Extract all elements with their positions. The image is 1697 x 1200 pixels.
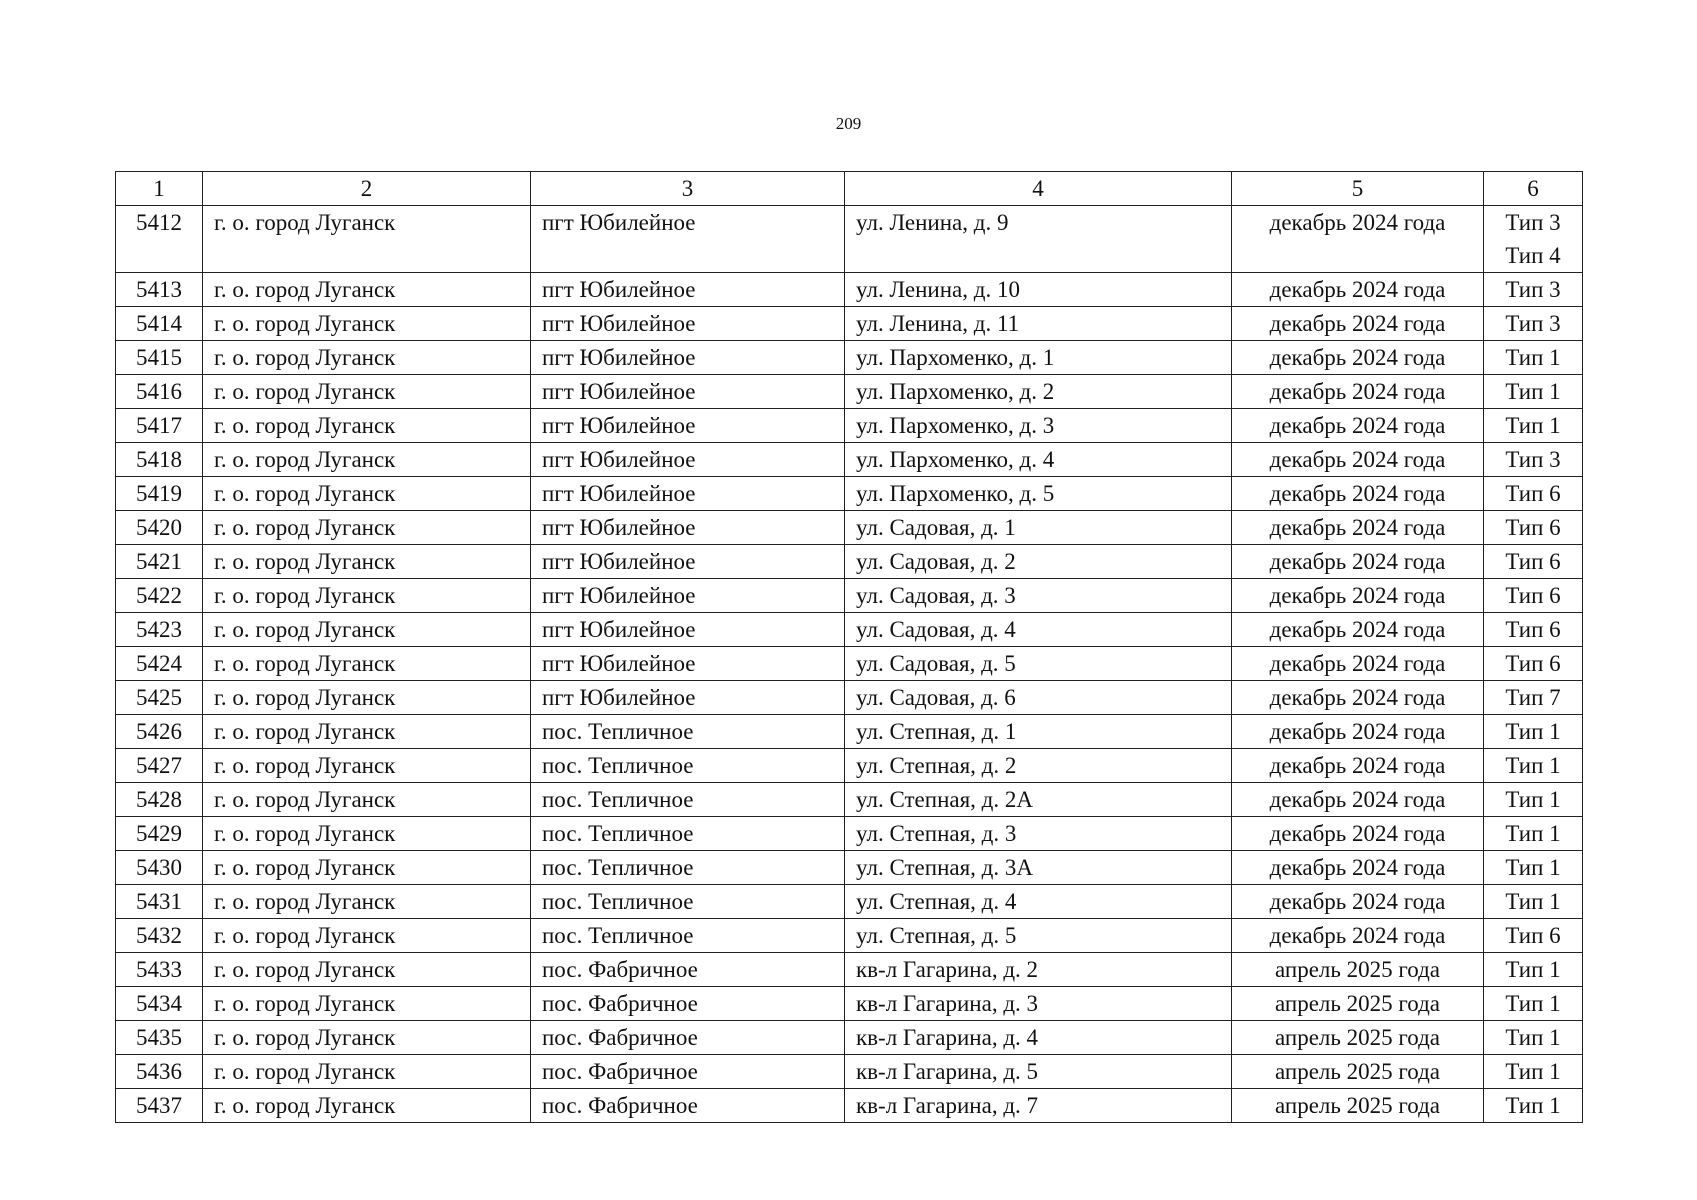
- column-header: 5: [1232, 172, 1484, 206]
- type-cell: [1484, 987, 1583, 1021]
- table-row: [116, 851, 1583, 885]
- address-cell: ул. Садовая, д. 4: [845, 613, 1232, 647]
- type-value: Тип 1: [1505, 1059, 1561, 1084]
- district-cell: г. о. город Луганск: [203, 817, 531, 851]
- address-cell: ул. Садовая, д. 1: [845, 511, 1232, 545]
- district-cell: г. о. город Луганск: [203, 647, 531, 681]
- row-number-cell: 5422: [116, 579, 203, 613]
- address-cell: ул. Ленина, д. 10: [845, 273, 1232, 307]
- row-number-cell: 5431: [116, 885, 203, 919]
- district-cell: г. о. город Луганск: [203, 613, 531, 647]
- type-cell: [1484, 443, 1583, 477]
- address-cell: ул. Степная, д. 3: [845, 817, 1232, 851]
- date-cell: декабрь 2024 года: [1232, 307, 1484, 341]
- type-cell: [1484, 749, 1583, 783]
- address-cell: ул. Садовая, д. 2: [845, 545, 1232, 579]
- type-value: Тип 6: [1505, 515, 1561, 540]
- address-cell: ул. Садовая, д. 5: [845, 647, 1232, 681]
- settlement-cell: пос. Фабричное: [531, 953, 845, 987]
- date-cell: декабрь 2024 года: [1232, 817, 1484, 851]
- table-row: [116, 613, 1583, 647]
- row-number-cell: 5417: [116, 409, 203, 443]
- table-row: [116, 953, 1583, 987]
- date-cell: апрель 2025 года: [1232, 953, 1484, 987]
- date-cell: декабрь 2024 года: [1232, 409, 1484, 443]
- settlement-cell: пгт Юбилейное: [531, 545, 845, 579]
- type-value: Тип 6: [1505, 617, 1561, 642]
- address-cell: ул. Степная, д. 2А: [845, 783, 1232, 817]
- type-cell: [1484, 783, 1583, 817]
- settlement-cell: пос. Тепличное: [531, 749, 845, 783]
- table-row: [116, 307, 1583, 341]
- column-header: 4: [845, 172, 1232, 206]
- district-cell: г. о. город Луганск: [203, 749, 531, 783]
- date-cell: декабрь 2024 года: [1232, 919, 1484, 953]
- type-cell: [1484, 613, 1583, 647]
- row-number-cell: 5419: [116, 477, 203, 511]
- type-value: Тип 4: [1505, 243, 1561, 268]
- type-value: Тип 1: [1505, 889, 1561, 914]
- type-value: Тип 1: [1505, 719, 1561, 744]
- date-cell: декабрь 2024 года: [1232, 715, 1484, 749]
- settlement-cell: пгт Юбилейное: [531, 341, 845, 375]
- date-cell: декабрь 2024 года: [1232, 613, 1484, 647]
- column-header: 1: [116, 172, 203, 206]
- district-cell: г. о. город Луганск: [203, 919, 531, 953]
- table-row: [116, 579, 1583, 613]
- date-cell: апрель 2025 года: [1232, 1055, 1484, 1089]
- district-cell: г. о. город Луганск: [203, 681, 531, 715]
- row-number-cell: 5433: [116, 953, 203, 987]
- table-row: [116, 783, 1583, 817]
- column-header: 6: [1484, 172, 1583, 206]
- table-row: [116, 477, 1583, 511]
- settlement-cell: пгт Юбилейное: [531, 613, 845, 647]
- settlement-cell: пос. Фабричное: [531, 1089, 845, 1123]
- type-value: Тип 3: [1505, 277, 1561, 302]
- row-number-cell: 5427: [116, 749, 203, 783]
- row-number-cell: 5412: [116, 206, 203, 273]
- address-cell: ул. Степная, д. 3А: [845, 851, 1232, 885]
- page-number: 209: [835, 114, 862, 133]
- district-cell: г. о. город Луганск: [203, 1089, 531, 1123]
- settlement-cell: пос. Фабричное: [531, 987, 845, 1021]
- address-cell: кв-л Гагарина, д. 5: [845, 1055, 1232, 1089]
- table-row: [116, 715, 1583, 749]
- type-cell: [1484, 273, 1583, 307]
- district-cell: г. о. город Луганск: [203, 443, 531, 477]
- type-cell: [1484, 681, 1583, 715]
- settlement-cell: пос. Тепличное: [531, 715, 845, 749]
- row-number-cell: 5436: [116, 1055, 203, 1089]
- type-cell: [1484, 647, 1583, 681]
- settlement-cell: пгт Юбилейное: [531, 307, 845, 341]
- type-cell: [1484, 341, 1583, 375]
- type-cell: [1484, 545, 1583, 579]
- settlement-cell: пос. Тепличное: [531, 817, 845, 851]
- address-cell: кв-л Гагарина, д. 4: [845, 1021, 1232, 1055]
- address-cell: ул. Пархоменко, д. 4: [845, 443, 1232, 477]
- table-row: [116, 749, 1583, 783]
- settlement-cell: пос. Фабричное: [531, 1055, 845, 1089]
- row-number-cell: 5434: [116, 987, 203, 1021]
- type-value: Тип 3: [1505, 311, 1561, 336]
- table-row: [116, 681, 1583, 715]
- date-cell: декабрь 2024 года: [1232, 341, 1484, 375]
- date-cell: декабрь 2024 года: [1232, 885, 1484, 919]
- row-number-cell: 5426: [116, 715, 203, 749]
- type-cell: [1484, 511, 1583, 545]
- column-header: 2: [203, 172, 531, 206]
- settlement-cell: пгт Юбилейное: [531, 579, 845, 613]
- type-value: Тип 6: [1505, 583, 1561, 608]
- table-row: [116, 511, 1583, 545]
- address-cell: ул. Пархоменко, д. 5: [845, 477, 1232, 511]
- type-value: Тип 1: [1505, 991, 1561, 1016]
- type-cell: [1484, 579, 1583, 613]
- type-cell: [1484, 715, 1583, 749]
- date-cell: декабрь 2024 года: [1232, 647, 1484, 681]
- type-cell: [1484, 851, 1583, 885]
- address-cell: ул. Садовая, д. 6: [845, 681, 1232, 715]
- address-cell: ул. Ленина, д. 9: [845, 206, 1232, 273]
- settlement-cell: пгт Юбилейное: [531, 681, 845, 715]
- table-row: [116, 443, 1583, 477]
- district-cell: г. о. город Луганск: [203, 409, 531, 443]
- row-number-cell: 5418: [116, 443, 203, 477]
- type-cell: [1484, 885, 1583, 919]
- date-cell: декабрь 2024 года: [1232, 443, 1484, 477]
- type-cell: [1484, 1089, 1583, 1123]
- type-value: Тип 1: [1505, 413, 1561, 438]
- date-cell: декабрь 2024 года: [1232, 579, 1484, 613]
- row-number-cell: 5432: [116, 919, 203, 953]
- type-value: Тип 1: [1505, 379, 1561, 404]
- row-number-cell: 5430: [116, 851, 203, 885]
- register-table: [115, 171, 1583, 1123]
- district-cell: г. о. город Луганск: [203, 273, 531, 307]
- type-cell: [1484, 953, 1583, 987]
- type-value: Тип 3: [1505, 447, 1561, 472]
- type-cell: [1484, 1021, 1583, 1055]
- date-cell: декабрь 2024 года: [1232, 681, 1484, 715]
- type-value: Тип 1: [1505, 1025, 1561, 1050]
- date-cell: декабрь 2024 года: [1232, 511, 1484, 545]
- type-value: Тип 7: [1505, 685, 1561, 710]
- row-number-cell: 5423: [116, 613, 203, 647]
- table-row: [116, 1021, 1583, 1055]
- settlement-cell: пгт Юбилейное: [531, 409, 845, 443]
- header-row: [116, 172, 1583, 206]
- type-value: Тип 6: [1505, 481, 1561, 506]
- address-cell: кв-л Гагарина, д. 3: [845, 987, 1232, 1021]
- row-number-cell: 5425: [116, 681, 203, 715]
- row-number-cell: 5428: [116, 783, 203, 817]
- date-cell: декабрь 2024 года: [1232, 375, 1484, 409]
- row-number-cell: 5429: [116, 817, 203, 851]
- type-value: Тип 1: [1505, 957, 1561, 982]
- address-cell: ул. Пархоменко, д. 3: [845, 409, 1232, 443]
- type-value: Тип 6: [1505, 651, 1561, 676]
- type-cell: [1484, 409, 1583, 443]
- type-value: Тип 1: [1505, 855, 1561, 880]
- table-header: [116, 172, 1583, 206]
- address-cell: ул. Садовая, д. 3: [845, 579, 1232, 613]
- date-cell: декабрь 2024 года: [1232, 851, 1484, 885]
- settlement-cell: пгт Юбилейное: [531, 206, 845, 273]
- date-cell: декабрь 2024 года: [1232, 477, 1484, 511]
- date-cell: декабрь 2024 года: [1232, 783, 1484, 817]
- type-value: Тип 1: [1505, 821, 1561, 846]
- table-row: [116, 341, 1583, 375]
- address-cell: кв-л Гагарина, д. 2: [845, 953, 1232, 987]
- address-cell: ул. Степная, д. 2: [845, 749, 1232, 783]
- type-value: Тип 1: [1505, 1093, 1561, 1118]
- row-number-cell: 5414: [116, 307, 203, 341]
- settlement-cell: пгт Юбилейное: [531, 511, 845, 545]
- address-cell: ул. Пархоменко, д. 2: [845, 375, 1232, 409]
- date-cell: апрель 2025 года: [1232, 1021, 1484, 1055]
- type-cell: [1484, 477, 1583, 511]
- district-cell: г. о. город Луганск: [203, 953, 531, 987]
- date-cell: декабрь 2024 года: [1232, 749, 1484, 783]
- district-cell: г. о. город Луганск: [203, 307, 531, 341]
- date-cell: декабрь 2024 года: [1232, 273, 1484, 307]
- table-row: [116, 919, 1583, 953]
- district-cell: г. о. город Луганск: [203, 579, 531, 613]
- table-row: [116, 409, 1583, 443]
- settlement-cell: пос. Тепличное: [531, 885, 845, 919]
- district-cell: г. о. город Луганск: [203, 206, 531, 273]
- type-cell: [1484, 817, 1583, 851]
- table-row: [116, 987, 1583, 1021]
- date-cell: декабрь 2024 года: [1232, 206, 1484, 273]
- row-number-cell: 5435: [116, 1021, 203, 1055]
- table-row: [116, 1055, 1583, 1089]
- row-number-cell: 5413: [116, 273, 203, 307]
- settlement-cell: пос. Тепличное: [531, 919, 845, 953]
- row-number-cell: 5421: [116, 545, 203, 579]
- table-row: [116, 545, 1583, 579]
- district-cell: г. о. город Луганск: [203, 987, 531, 1021]
- district-cell: г. о. город Луганск: [203, 885, 531, 919]
- table-row: [116, 273, 1583, 307]
- type-cell: [1484, 375, 1583, 409]
- row-number-cell: 5437: [116, 1089, 203, 1123]
- settlement-cell: пгт Юбилейное: [531, 443, 845, 477]
- column-header: 3: [531, 172, 845, 206]
- address-cell: ул. Степная, д. 1: [845, 715, 1232, 749]
- type-cell: [1484, 1055, 1583, 1089]
- district-cell: г. о. город Луганск: [203, 1021, 531, 1055]
- settlement-cell: пос. Фабричное: [531, 1021, 845, 1055]
- type-value: Тип 1: [1505, 753, 1561, 778]
- type-cell: [1484, 307, 1583, 341]
- district-cell: г. о. город Луганск: [203, 341, 531, 375]
- address-cell: ул. Пархоменко, д. 1: [845, 341, 1232, 375]
- table-body: [116, 206, 1583, 1123]
- date-cell: апрель 2025 года: [1232, 987, 1484, 1021]
- address-cell: ул. Степная, д. 4: [845, 885, 1232, 919]
- settlement-cell: пгт Юбилейное: [531, 273, 845, 307]
- row-number-cell: 5420: [116, 511, 203, 545]
- district-cell: г. о. город Луганск: [203, 511, 531, 545]
- settlement-cell: пос. Тепличное: [531, 851, 845, 885]
- table-row: [116, 885, 1583, 919]
- district-cell: г. о. город Луганск: [203, 851, 531, 885]
- type-value: Тип 1: [1505, 345, 1561, 370]
- settlement-cell: пос. Тепличное: [531, 783, 845, 817]
- table-row: [116, 1089, 1583, 1123]
- type-value: Тип 6: [1505, 923, 1561, 948]
- type-cell: [1484, 919, 1583, 953]
- district-cell: г. о. город Луганск: [203, 1055, 531, 1089]
- district-cell: г. о. город Луганск: [203, 783, 531, 817]
- district-cell: г. о. город Луганск: [203, 545, 531, 579]
- district-cell: г. о. город Луганск: [203, 715, 531, 749]
- row-number-cell: 5416: [116, 375, 203, 409]
- date-cell: декабрь 2024 года: [1232, 545, 1484, 579]
- table-row: [116, 206, 1583, 273]
- address-cell: кв-л Гагарина, д. 7: [845, 1089, 1232, 1123]
- address-cell: ул. Ленина, д. 11: [845, 307, 1232, 341]
- date-cell: апрель 2025 года: [1232, 1089, 1484, 1123]
- district-cell: г. о. город Луганск: [203, 375, 531, 409]
- type-value: Тип 3: [1505, 210, 1561, 235]
- type-value: Тип 6: [1505, 549, 1561, 574]
- type-cell: [1484, 206, 1583, 273]
- settlement-cell: пгт Юбилейное: [531, 477, 845, 511]
- row-number-cell: 5415: [116, 341, 203, 375]
- table-row: [116, 817, 1583, 851]
- settlement-cell: пгт Юбилейное: [531, 647, 845, 681]
- table-row: [116, 375, 1583, 409]
- settlement-cell: пгт Юбилейное: [531, 375, 845, 409]
- district-cell: г. о. город Луганск: [203, 477, 531, 511]
- address-cell: ул. Степная, д. 5: [845, 919, 1232, 953]
- table-row: [116, 647, 1583, 681]
- row-number-cell: 5424: [116, 647, 203, 681]
- type-value: Тип 1: [1505, 787, 1561, 812]
